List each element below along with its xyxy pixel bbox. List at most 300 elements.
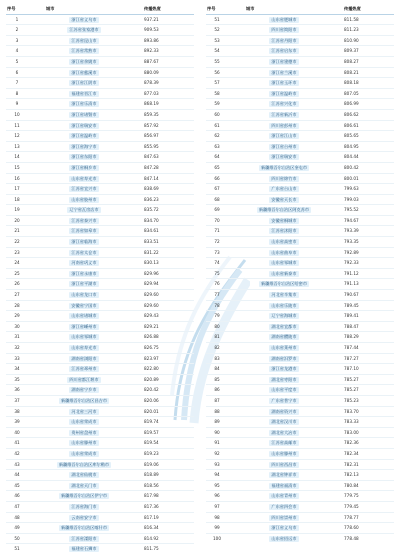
- rank-cell: 47: [14, 503, 20, 509]
- city-name: 江苏省高邮市: [271, 440, 297, 446]
- city-cell: [228, 491, 340, 502]
- city-name: 江苏省张家港市: [69, 27, 99, 33]
- score-cell: 785.23: [344, 397, 359, 403]
- rank-cell: 7: [15, 80, 19, 86]
- score-cell: 826.88: [144, 334, 159, 340]
- rank-cell: 59: [214, 101, 220, 107]
- table-row: [6, 374, 194, 385]
- score-cell: 779.75: [344, 493, 359, 499]
- table-row: [206, 131, 394, 142]
- city-name: 山东省青州市: [271, 493, 297, 499]
- city-name: 湖南省浏阳市: [71, 355, 97, 361]
- table-row: [6, 162, 194, 173]
- table-row: [6, 215, 194, 226]
- city-cell: [228, 226, 340, 237]
- table-row: [6, 78, 194, 89]
- city-cell: [28, 300, 140, 311]
- city-name: 浙江省玉环市: [271, 80, 297, 86]
- table-row: [206, 438, 394, 449]
- rank-cell: 40: [14, 429, 20, 435]
- table-row: [6, 205, 194, 216]
- score-cell: 804.44: [344, 154, 359, 160]
- table-row: [206, 311, 394, 322]
- score-cell: 814.92: [144, 535, 159, 541]
- table-row: [6, 67, 194, 78]
- score-cell: 855.95: [144, 143, 159, 149]
- table-row: [206, 67, 394, 78]
- score-cell: 817.98: [144, 493, 159, 499]
- rank-cell: 51: [14, 546, 20, 552]
- rank-cell: 4: [15, 48, 19, 54]
- rank-cell: 99: [214, 525, 220, 531]
- city-cell: [228, 268, 340, 279]
- score-cell: 823.97: [144, 355, 159, 361]
- table-header-row: [206, 4, 394, 14]
- rank-cell: 9: [15, 101, 19, 107]
- city-cell: [228, 343, 340, 354]
- score-cell: 807.05: [344, 90, 359, 96]
- city-name: 浙江省台州市: [271, 143, 297, 149]
- table-row: [6, 25, 194, 36]
- table-row: [206, 427, 394, 438]
- table-row: [6, 279, 194, 290]
- city-cell: [228, 67, 340, 78]
- rank-cell: 48: [14, 514, 20, 520]
- score-cell: 799.03: [344, 196, 359, 202]
- city-cell: [28, 353, 140, 364]
- city-name: 新疆维吾尔自治区昌吉市: [60, 397, 108, 403]
- city-cell: [28, 152, 140, 163]
- rank-cell: 57: [214, 80, 220, 86]
- rank-cell: 11: [14, 122, 20, 128]
- rank-cell: 100: [213, 535, 221, 541]
- score-cell: 817.19: [144, 514, 159, 520]
- city-cell: [228, 438, 340, 449]
- city-name: 江苏省太仓市: [71, 249, 97, 255]
- city-cell: [228, 237, 340, 248]
- score-cell: 779.45: [344, 503, 359, 509]
- score-cell: 818.89: [144, 472, 159, 478]
- table-row: [6, 247, 194, 258]
- city-name: 山东省寿光市: [71, 345, 97, 350]
- city-cell: [228, 321, 340, 332]
- city-name: 浙江省温岭市: [71, 133, 97, 139]
- city-name: 福建省石狮市: [71, 546, 97, 552]
- table-row: [6, 131, 194, 142]
- score-cell: 909.53: [144, 27, 159, 33]
- table-row: [206, 205, 394, 216]
- city-cell: [228, 35, 340, 46]
- table-row: [6, 332, 194, 343]
- rank-cell: 50: [14, 535, 20, 541]
- rank-cell: 88: [214, 408, 220, 414]
- city-cell: [28, 480, 140, 491]
- rank-cell: 70: [214, 217, 220, 223]
- city-cell: [28, 385, 140, 396]
- city-cell: [228, 290, 340, 301]
- score-cell: 816.34: [144, 525, 159, 531]
- city-name: 湖北省汉川市: [271, 419, 297, 425]
- table-row: [206, 501, 394, 512]
- city-cell: [228, 152, 340, 163]
- city-name: 安徽省宁国市: [71, 302, 97, 308]
- table-row: [206, 374, 394, 385]
- table-row: [6, 194, 194, 205]
- rank-cell: 30: [14, 323, 20, 329]
- table-row: [6, 406, 194, 417]
- table-row: [6, 109, 194, 120]
- table-row: [6, 35, 194, 46]
- score-cell: 787.10: [344, 366, 359, 372]
- rank-cell: 13: [14, 143, 20, 149]
- rank-cell: 15: [14, 164, 20, 170]
- score-cell: 878.39: [144, 80, 159, 86]
- city-name: 山东省平度市: [271, 387, 297, 393]
- city-cell: [228, 459, 340, 470]
- table-row: [206, 385, 394, 396]
- city-cell: [28, 247, 140, 258]
- city-name: 浙江省义乌市: [71, 16, 97, 22]
- city-cell: [28, 417, 140, 428]
- rank-cell: 23: [14, 249, 20, 255]
- rank-cell: 27: [14, 292, 20, 298]
- city-cell: [228, 406, 340, 417]
- city-name: 山东省莱州市: [271, 345, 297, 350]
- score-cell: 835.72: [144, 207, 159, 213]
- rank-cell: 93: [214, 461, 220, 467]
- city-name: 四川省西昌市: [271, 461, 297, 467]
- score-cell: 820.06: [144, 397, 159, 403]
- city-cell: [28, 406, 140, 417]
- score-cell: 788.29: [344, 334, 359, 340]
- rank-cell: 39: [14, 419, 20, 425]
- city-name: 新疆维吾尔自治区奎屯市: [260, 164, 308, 170]
- table-row: [206, 215, 394, 226]
- city-cell: [28, 25, 140, 36]
- rank-cell: 71: [214, 228, 220, 234]
- city-name: 江苏省邳州市: [71, 366, 97, 372]
- rank-cell: 49: [14, 525, 20, 531]
- rank-cell: 92: [214, 450, 220, 456]
- city-cell: [228, 417, 340, 428]
- table-row: [6, 14, 194, 25]
- city-name: 浙江省龙港市: [271, 366, 297, 372]
- rank-cell: 33: [14, 355, 20, 361]
- rank-cell: 98: [214, 514, 220, 520]
- score-cell: 810.90: [344, 37, 359, 43]
- score-cell: 833.51: [144, 239, 159, 245]
- city-name: 安徽省天长市: [271, 196, 297, 202]
- city-name: 江苏省昆山市: [71, 37, 97, 43]
- city-cell: [228, 427, 340, 438]
- table-row: [206, 35, 394, 46]
- score-cell: 817.36: [144, 503, 159, 509]
- city-name: 四川省简阳市: [271, 27, 297, 33]
- city-cell: [28, 67, 140, 78]
- rank-cell: 80: [214, 323, 220, 329]
- table-row: [206, 258, 394, 269]
- table-row: [206, 448, 394, 459]
- city-cell: [228, 395, 340, 406]
- table-row: [206, 268, 394, 279]
- score-cell: 847.28: [144, 164, 159, 170]
- table-row: [6, 46, 194, 57]
- table-row: [206, 491, 394, 502]
- rank-cell: 12: [14, 133, 20, 139]
- city-name: 山东省滕州市: [271, 450, 297, 456]
- city-name: 浙江省义乌市: [271, 525, 297, 531]
- city-name: 浙江省瑞安市: [71, 122, 97, 128]
- city-name: 湖南省汨罗市: [271, 355, 297, 361]
- table-row: [6, 395, 194, 406]
- score-cell: 800.42: [344, 164, 359, 170]
- score-cell: 831.22: [144, 249, 159, 255]
- table-row: [6, 448, 194, 459]
- city-name: 浙江省嵊州市: [71, 323, 97, 329]
- city-name: 山东省新泰市: [271, 270, 297, 276]
- city-name: 江苏省沭阳市: [271, 228, 297, 234]
- score-cell: 791.12: [344, 270, 359, 276]
- city-name: 浙江省临海市: [71, 239, 97, 245]
- city-cell: [228, 523, 340, 534]
- table-row: [206, 194, 394, 205]
- table-row: [206, 332, 394, 343]
- table-row: [206, 512, 394, 523]
- rank-cell: 19: [14, 207, 20, 213]
- city-name: 浙江省诸暨市: [71, 111, 97, 117]
- rank-cell: 31: [14, 334, 20, 340]
- table-row: [206, 237, 394, 248]
- score-cell: 836.23: [144, 196, 159, 202]
- score-cell: 819.54: [144, 440, 159, 446]
- table-row: [206, 46, 394, 57]
- score-cell: 857.92: [144, 122, 159, 128]
- table-row: [6, 152, 194, 163]
- rank-cell: 54: [214, 48, 220, 54]
- city-cell: [28, 438, 140, 449]
- score-cell: 782.13: [344, 472, 359, 478]
- city-cell: [28, 237, 140, 248]
- score-cell: 778.48: [344, 535, 359, 541]
- rank-cell: 51: [214, 16, 220, 22]
- city-cell: [28, 332, 140, 343]
- score-cell: 808.21: [344, 69, 359, 75]
- table-row: [6, 300, 194, 311]
- table-row: [6, 311, 194, 322]
- rank-cell: 26: [14, 281, 20, 287]
- rank-cell: 14: [14, 154, 20, 160]
- city-cell: [228, 258, 340, 269]
- city-name: 辽宁省海城市: [271, 313, 297, 319]
- header-score: 传播热度: [144, 6, 161, 11]
- score-cell: 783.00: [344, 429, 359, 435]
- table-row: [6, 417, 194, 428]
- city-name: 山东省邹城市: [271, 260, 297, 266]
- score-cell: 788.47: [344, 323, 359, 329]
- city-name: 安徽省桐城市: [271, 217, 297, 223]
- score-cell: 793.35: [344, 239, 359, 245]
- city-cell: [228, 533, 340, 543]
- city-cell: [28, 343, 140, 354]
- city-cell: [28, 470, 140, 481]
- city-cell: [228, 480, 340, 491]
- city-cell: [228, 78, 340, 89]
- rank-cell: 5: [15, 58, 19, 64]
- city-cell: [228, 56, 340, 67]
- city-name: 湖北省钟祥市: [271, 472, 297, 478]
- city-cell: [28, 14, 140, 25]
- score-cell: 804.95: [344, 143, 359, 149]
- score-cell: 782.34: [344, 450, 359, 456]
- rank-cell: 94: [214, 472, 220, 478]
- rank-cell: 69: [214, 207, 220, 213]
- city-cell: [228, 311, 340, 322]
- city-name: 新疆维吾尔自治区库尔勒市: [58, 461, 110, 467]
- city-cell: [28, 533, 140, 544]
- rank-cell: 25: [14, 270, 20, 276]
- score-cell: 820.01: [144, 408, 159, 414]
- rank-cell: 42: [14, 450, 20, 456]
- rank-cell: 44: [14, 472, 20, 478]
- city-name: 江苏省丹阳市: [271, 37, 297, 43]
- city-cell: [28, 512, 140, 523]
- city-name: 山东省龙口市: [71, 292, 97, 298]
- rank-cell: 3: [15, 37, 19, 43]
- score-cell: 937.21: [144, 16, 159, 22]
- city-cell: [28, 35, 140, 46]
- city-cell: [28, 141, 140, 152]
- city-cell: [28, 290, 140, 301]
- table-row: [6, 438, 194, 449]
- score-cell: 792.89: [344, 249, 359, 255]
- city-cell: [228, 300, 340, 311]
- city-name: 江苏省启东市: [271, 48, 297, 54]
- table-row: [206, 406, 394, 417]
- city-name: 湖南省醴陵市: [271, 334, 297, 340]
- table-row: [206, 14, 394, 25]
- score-cell: 806.99: [344, 101, 359, 107]
- table-row: [6, 321, 194, 332]
- rank-cell: 28: [14, 302, 20, 308]
- city-name: 山东省滕州市: [71, 440, 97, 446]
- rank-cell: 55: [214, 58, 220, 64]
- table-row: [6, 353, 194, 364]
- rank-cell: 66: [214, 175, 220, 181]
- table-row: [206, 279, 394, 290]
- score-cell: 811.75: [144, 546, 159, 552]
- city-cell: [28, 321, 140, 332]
- table-row: [206, 162, 394, 173]
- city-name: 湖北省宜都市: [271, 323, 297, 329]
- rank-cell: 60: [214, 111, 220, 117]
- score-cell: 820.42: [144, 387, 159, 393]
- score-cell: 819.74: [144, 419, 159, 425]
- city-cell: [28, 78, 140, 89]
- table-row: [6, 258, 194, 269]
- score-cell: 892.33: [144, 48, 159, 54]
- city-name: 湖北省天门市: [71, 482, 97, 488]
- table-row: [206, 247, 394, 258]
- city-cell: [228, 131, 340, 142]
- rank-cell: 58: [214, 90, 220, 96]
- rank-cell: 67: [214, 186, 220, 192]
- score-cell: 834.70: [144, 217, 159, 223]
- table-row: [6, 480, 194, 491]
- table-row: [206, 470, 394, 481]
- city-name: 新疆维吾尔自治区喀什市: [60, 525, 108, 531]
- city-cell: [228, 46, 340, 57]
- table-row: [6, 290, 194, 301]
- score-cell: 829.96: [144, 270, 159, 276]
- score-cell: 787.27: [344, 355, 359, 361]
- city-cell: [28, 395, 140, 406]
- city-name: 河北省辛集市: [271, 292, 297, 298]
- rank-cell: 20: [14, 217, 20, 223]
- rank-cell: 10: [14, 111, 20, 117]
- city-cell: [228, 141, 340, 152]
- city-name: 浙江省慈溪市: [71, 69, 97, 75]
- rank-cell: 79: [214, 313, 220, 319]
- table-row: [6, 501, 194, 512]
- rank-cell: 62: [214, 133, 220, 139]
- rank-cell: 90: [214, 429, 220, 435]
- city-cell: [28, 215, 140, 226]
- city-cell: [28, 205, 140, 216]
- city-name: 湖北省枣阳市: [271, 376, 297, 382]
- table-row: [6, 99, 194, 110]
- city-name: 四川省绵竹市: [271, 175, 297, 181]
- score-cell: 783.33: [344, 419, 359, 425]
- rank-cell: 29: [14, 313, 20, 319]
- score-cell: 830.13: [144, 260, 159, 266]
- rank-cell: 95: [214, 482, 220, 488]
- rank-cell: 73: [214, 249, 220, 255]
- table-row: [6, 544, 194, 554]
- city-name: 山东省邹城市: [71, 334, 97, 340]
- score-cell: 819.06: [144, 461, 159, 467]
- city-cell: [228, 25, 340, 36]
- city-cell: [228, 109, 340, 120]
- table-row: [206, 152, 394, 163]
- table-row: [6, 237, 194, 248]
- score-cell: 868.19: [144, 101, 159, 107]
- city-name: 浙江省瑞安市: [271, 154, 297, 160]
- city-name: 浙江省建德市: [271, 58, 297, 64]
- table-row: [6, 512, 194, 523]
- rank-cell: 61: [214, 122, 220, 128]
- rank-cell: 97: [214, 503, 220, 509]
- city-cell: [228, 205, 340, 216]
- score-cell: 811.23: [344, 27, 359, 33]
- score-cell: 789.41: [344, 313, 359, 319]
- city-cell: [228, 173, 340, 184]
- table-row: [6, 523, 194, 534]
- city-name: 四川省彭州市: [271, 122, 297, 128]
- city-name: 浙江省余姚市: [71, 58, 97, 64]
- city-cell: [28, 501, 140, 512]
- table-row: [206, 25, 394, 36]
- rank-cell: 68: [214, 196, 220, 202]
- score-cell: 822.80: [144, 366, 159, 372]
- table-row: [6, 173, 194, 184]
- score-cell: 778.77: [344, 514, 359, 520]
- rank-cell: 52: [214, 27, 220, 33]
- city-name: 浙江省海宁市: [71, 143, 97, 149]
- score-cell: 792.33: [344, 260, 359, 266]
- score-cell: 818.56: [144, 482, 159, 488]
- city-name: 四川省都江堰市: [69, 376, 99, 382]
- table-row: [6, 385, 194, 396]
